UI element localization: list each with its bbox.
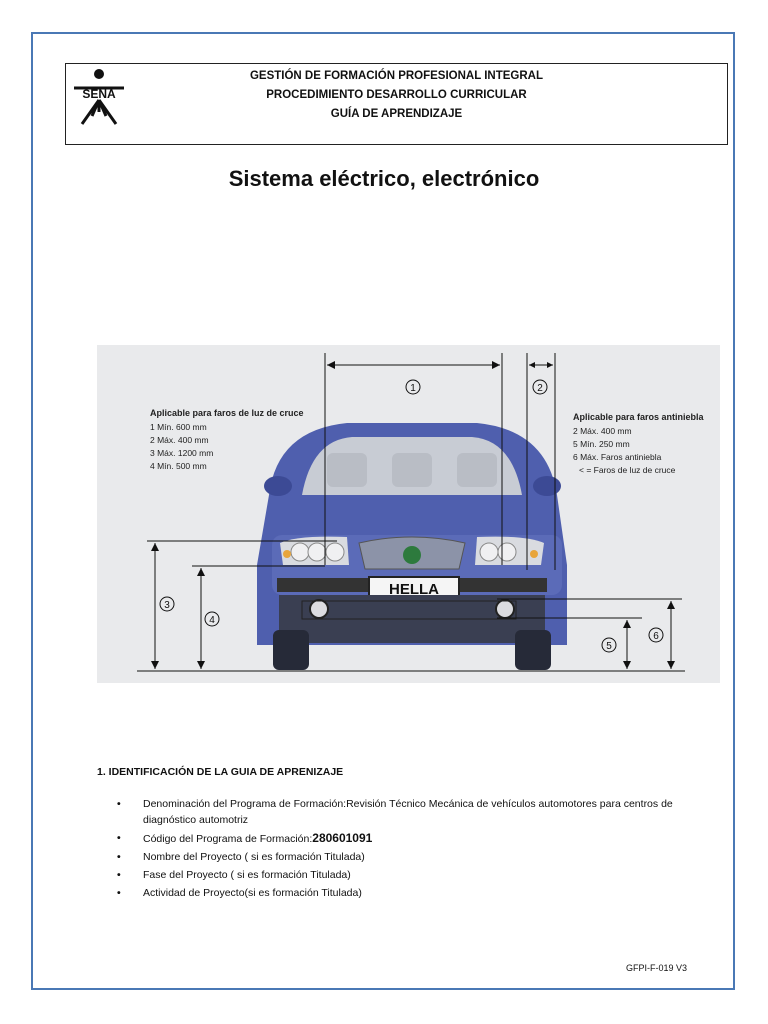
left-annotation-line: 1 Mín. 600 mm: [150, 422, 207, 432]
left-annotation-line: 3 Máx. 1200 mm: [150, 448, 214, 458]
marker-2: 2: [537, 383, 543, 394]
marker-5: 5: [606, 641, 612, 652]
logo-text: SENA: [82, 87, 116, 101]
marker-4: 4: [209, 615, 215, 626]
car-illustration: [257, 423, 567, 670]
headlight-diagram: [97, 345, 720, 683]
bullet-icon: •: [117, 851, 121, 863]
right-annotation-line: 5 Mín. 250 mm: [573, 439, 630, 449]
document-header: [65, 63, 728, 145]
header-line-1: GESTIÓN DE FORMACIÓN PROFESIONAL INTEGRAL: [249, 70, 544, 82]
plate-text: HELLA: [389, 581, 439, 598]
list-item: [97, 830, 717, 847]
right-annotation-line: 2 Máx. 400 mm: [573, 426, 632, 436]
marker-6: 6: [653, 631, 659, 642]
list-item-text: Código del Programa de Formación:: [143, 833, 313, 845]
left-annotation-line: 2 Máx. 400 mm: [150, 435, 209, 445]
list-item: [97, 796, 717, 828]
section-heading: 1. IDENTIFICACIÓN DE LA GUIA DE APRENIZAJE: [97, 766, 344, 778]
list-item-text: Actividad de Proyecto(si es formación Titulada): [143, 887, 362, 899]
list-item: [97, 867, 717, 883]
marker-1: 1: [410, 383, 416, 394]
right-annotation-heading: Aplicable para faros antiniebla: [573, 412, 704, 422]
page-title: Sistema eléctrico, electrónico: [228, 166, 540, 191]
list-item: [97, 885, 717, 901]
list-item: [97, 849, 717, 865]
bullet-icon: •: [117, 798, 121, 810]
right-annotation-line: 6 Máx. Faros antiniebla: [573, 452, 662, 462]
marker-3: 3: [164, 600, 170, 611]
list-item-text: Fase del Proyecto ( si es formación Titulada): [143, 869, 351, 881]
list-item-text: Nombre del Proyecto ( si es formación Titulada): [143, 851, 365, 863]
right-annotation-line: < = Faros de luz de cruce: [579, 465, 676, 475]
program-code: 280601091: [312, 831, 373, 845]
bullet-icon: •: [117, 887, 121, 899]
header-line-3: GUÍA DE APRENDIZAJE: [330, 108, 463, 120]
left-annotation-line: 4 Mín. 500 mm: [150, 461, 207, 471]
list-item-text: Denominación del Programa de Formación:Revisión Técnico Mecánica de vehículos automotores para centros de diagnóstico automotriz: [143, 798, 673, 826]
bullet-icon: •: [117, 869, 121, 881]
bullet-icon: •: [117, 832, 121, 844]
identification-list: [97, 796, 717, 903]
header-line-2: PROCEDIMIENTO DESARROLLO CURRICULAR: [266, 89, 527, 101]
form-code: GFPI-F-019 V3: [626, 963, 688, 973]
left-annotation-heading: Aplicable para faros de luz de cruce: [150, 408, 304, 418]
